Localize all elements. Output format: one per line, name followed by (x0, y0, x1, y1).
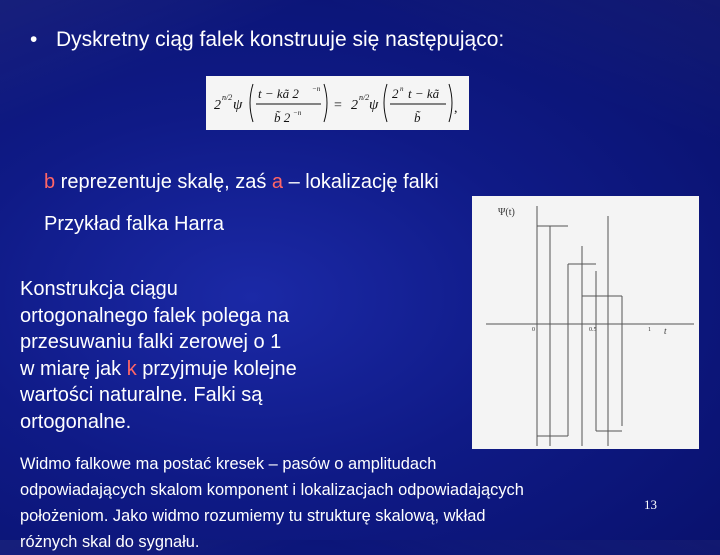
bullet-dot: • (30, 28, 38, 51)
formula-rhs-close-paren (449, 84, 452, 122)
formula-lhs-open-paren (250, 84, 253, 122)
formula-rhs-num-b: t − kã (408, 86, 440, 101)
haar-plot-svg (472, 196, 699, 449)
scale-symbol-b: b (44, 171, 56, 193)
spectrum-line-3: położeniom. Jako widmo rozumiemy tu strukturę skalową, wkład (20, 507, 486, 525)
scale-location-line (44, 171, 439, 194)
para-line-4 (20, 356, 380, 383)
formula-rhs-open-paren (384, 84, 387, 122)
bullet-row (30, 28, 504, 52)
plot-ylabel: Ψ(t) (498, 207, 515, 218)
para-line-5: wartości naturalne. Falki są (20, 384, 263, 406)
plot-xlabel: t (664, 326, 667, 336)
scale-text-2: – lokalizację falki (283, 171, 439, 193)
bullet-text: Dyskretny ciąg falek konstruuje się następująco: (56, 28, 505, 51)
para-line-6: ortogonalne. (20, 410, 132, 433)
formula-rhs-factor: 2 (351, 98, 358, 113)
para-line-2: ortogonalnego falek polega na (20, 304, 290, 327)
spectrum-line-4: różnych skal do sygnału. (20, 533, 200, 551)
page-number: 13 (644, 497, 657, 512)
formula-lhs-close-paren (324, 84, 327, 122)
formula-lhs-den: b̃ 2 (274, 110, 291, 125)
para-symbol-k: k (126, 357, 137, 380)
formula-rhs-exp: n/2 (359, 93, 370, 102)
plot-tick-0: 0 (532, 327, 535, 333)
formula-lhs-exp: n/2 (222, 93, 233, 102)
wavelet-formula (206, 76, 469, 130)
para-line-4-post: przyjmuje kolejne (136, 357, 297, 380)
para-line-1: Konstrukcja ciągu (20, 278, 178, 300)
location-symbol-a: a (271, 171, 284, 193)
construction-paragraph (20, 276, 380, 435)
formula-lhs-den-exp: −n (293, 109, 302, 117)
formula-comma: , (454, 101, 458, 116)
para-line-3: przesuwaniu falki zerowej o 1 (20, 331, 282, 353)
plot-tick-half: 0.5 (589, 327, 597, 333)
plot-tick-1: 1 (648, 327, 651, 333)
example-line: Przykład falka Harra (44, 213, 225, 235)
para-line-4-pre: w miarę jak (20, 357, 127, 380)
formula-rhs-den: b̃ (414, 110, 421, 125)
spectrum-paragraph (20, 451, 524, 555)
haar-wavelet-plot (472, 196, 699, 449)
scale-text-1: reprezentuje skalę, zaś (55, 171, 272, 193)
formula-rhs-psi: ψ (369, 97, 379, 113)
formula-rhs-num-a-exp: n (400, 85, 404, 93)
formula-lhs-num: t − kã 2 (258, 86, 299, 101)
formula-lhs-num-exp: −n (312, 85, 321, 93)
spectrum-line-1: Widmo falkowe ma postać kresek – pasów o amplitudach (20, 455, 437, 473)
formula-equals: = (334, 98, 342, 113)
formula-psi: ψ (233, 97, 243, 113)
formula-lhs-factor: 2 (214, 98, 221, 113)
formula-svg (206, 76, 469, 130)
spectrum-line-2: odpowiadających skalom komponent i lokalizacjach odpowiadających (20, 481, 524, 499)
formula-rhs-num-a: 2 (392, 86, 399, 101)
